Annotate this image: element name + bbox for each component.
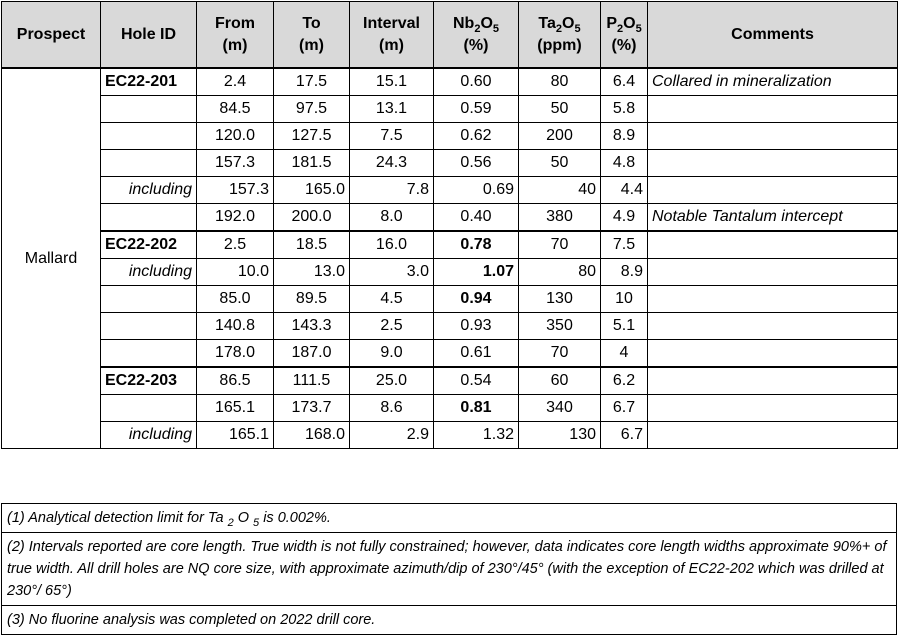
p2o5-cell: 4.8 bbox=[601, 150, 648, 177]
hole-id-cell bbox=[101, 313, 197, 340]
from-cell: 157.3 bbox=[197, 150, 274, 177]
interval-cell: 15.1 bbox=[350, 68, 434, 96]
interval-cell: 24.3 bbox=[350, 150, 434, 177]
nb2o5-cell: 0.40 bbox=[434, 204, 519, 232]
comment-cell bbox=[648, 96, 898, 123]
from-cell: 10.0 bbox=[197, 259, 274, 286]
to-cell: 18.5 bbox=[274, 231, 350, 259]
ta2o5-cell: 380 bbox=[519, 204, 601, 232]
interval-cell: 16.0 bbox=[350, 231, 434, 259]
header-row bbox=[2, 2, 898, 69]
table-row bbox=[2, 286, 898, 313]
from-cell: 86.5 bbox=[197, 367, 274, 395]
header-comments: Comments bbox=[648, 2, 898, 69]
table-row bbox=[2, 313, 898, 340]
ta2o5-cell: 80 bbox=[519, 68, 601, 96]
hole-id-cell: EC22-202 bbox=[101, 231, 197, 259]
from-cell: 2.4 bbox=[197, 68, 274, 96]
table-row bbox=[2, 259, 898, 286]
to-cell: 127.5 bbox=[274, 123, 350, 150]
p2o5-cell: 8.9 bbox=[601, 259, 648, 286]
p2o5-cell: 6.7 bbox=[601, 395, 648, 422]
p2o5-cell: 6.7 bbox=[601, 422, 648, 449]
from-cell: 140.8 bbox=[197, 313, 274, 340]
to-cell: 173.7 bbox=[274, 395, 350, 422]
table-row bbox=[2, 340, 898, 368]
table-row bbox=[2, 204, 898, 232]
interval-cell: 9.0 bbox=[350, 340, 434, 368]
p2o5-cell: 5.8 bbox=[601, 96, 648, 123]
table-row bbox=[2, 177, 898, 204]
to-cell: 187.0 bbox=[274, 340, 350, 368]
prospect-cell: Mallard bbox=[2, 68, 101, 449]
comment-cell bbox=[648, 150, 898, 177]
hole-id-cell bbox=[101, 286, 197, 313]
hole-id-cell bbox=[101, 204, 197, 232]
ta2o5-cell: 70 bbox=[519, 231, 601, 259]
nb2o5-cell: 0.54 bbox=[434, 367, 519, 395]
nb2o5-cell: 1.07 bbox=[434, 259, 519, 286]
interval-cell: 2.5 bbox=[350, 313, 434, 340]
comment-cell bbox=[648, 231, 898, 259]
p2o5-cell: 6.4 bbox=[601, 68, 648, 96]
table-row bbox=[2, 422, 898, 449]
interval-cell: 4.5 bbox=[350, 286, 434, 313]
comment-cell bbox=[648, 177, 898, 204]
to-cell: 200.0 bbox=[274, 204, 350, 232]
comment-cell bbox=[648, 367, 898, 395]
to-cell: 181.5 bbox=[274, 150, 350, 177]
nb2o5-cell: 0.81 bbox=[434, 395, 519, 422]
nb2o5-cell: 0.59 bbox=[434, 96, 519, 123]
hole-id-cell bbox=[101, 123, 197, 150]
from-cell: 84.5 bbox=[197, 96, 274, 123]
nb2o5-cell: 0.93 bbox=[434, 313, 519, 340]
p2o5-cell: 7.5 bbox=[601, 231, 648, 259]
to-cell: 111.5 bbox=[274, 367, 350, 395]
ta2o5-cell: 200 bbox=[519, 123, 601, 150]
including-label: including bbox=[101, 177, 197, 204]
from-cell: 2.5 bbox=[197, 231, 274, 259]
to-cell: 17.5 bbox=[274, 68, 350, 96]
header-nb2o5: $Nb_2O_5$ (%) bbox=[434, 2, 519, 69]
interval-cell: 3.0 bbox=[350, 259, 434, 286]
to-cell: 143.3 bbox=[274, 313, 350, 340]
interval-cell: 8.0 bbox=[350, 204, 434, 232]
comment-cell bbox=[648, 286, 898, 313]
from-cell: 192.0 bbox=[197, 204, 274, 232]
table-row bbox=[2, 96, 898, 123]
ta2o5-cell: 50 bbox=[519, 96, 601, 123]
interval-cell: 2.9 bbox=[350, 422, 434, 449]
p2o5-cell: 4 bbox=[601, 340, 648, 368]
from-cell: 178.0 bbox=[197, 340, 274, 368]
p2o5-cell: 4.4 bbox=[601, 177, 648, 204]
p2o5-cell: 8.9 bbox=[601, 123, 648, 150]
nb2o5-cell: 1.32 bbox=[434, 422, 519, 449]
table-row bbox=[2, 123, 898, 150]
ta2o5-cell: 70 bbox=[519, 340, 601, 368]
comment-cell bbox=[648, 340, 898, 368]
interval-cell: 13.1 bbox=[350, 96, 434, 123]
table-row bbox=[2, 150, 898, 177]
from-cell: 165.1 bbox=[197, 395, 274, 422]
ta2o5-cell: 350 bbox=[519, 313, 601, 340]
header-p2o5: $P_2O_5$ (%) bbox=[601, 2, 648, 69]
to-cell: 165.0 bbox=[274, 177, 350, 204]
interval-cell: 7.8 bbox=[350, 177, 434, 204]
nb2o5-cell: 0.56 bbox=[434, 150, 519, 177]
including-label: including bbox=[101, 422, 197, 449]
from-cell: 165.1 bbox=[197, 422, 274, 449]
nb2o5-cell: 0.61 bbox=[434, 340, 519, 368]
ta2o5-cell: 50 bbox=[519, 150, 601, 177]
hole-id-cell: EC22-203 bbox=[101, 367, 197, 395]
table-row bbox=[2, 395, 898, 422]
header-from: From (m) bbox=[197, 2, 274, 69]
header-ta2o5: $Ta_2O_5$ (ppm) bbox=[519, 2, 601, 69]
p2o5-cell: 4.9 bbox=[601, 204, 648, 232]
table-row bbox=[2, 68, 898, 96]
nb2o5-cell: 0.62 bbox=[434, 123, 519, 150]
hole-id-cell bbox=[101, 150, 197, 177]
header-interval: Interval (m) bbox=[350, 2, 434, 69]
hole-id-cell bbox=[101, 340, 197, 368]
footnotes-table bbox=[1, 503, 897, 635]
hole-id-cell bbox=[101, 395, 197, 422]
table-row bbox=[2, 231, 898, 259]
from-cell: 85.0 bbox=[197, 286, 274, 313]
interval-cell: 25.0 bbox=[350, 367, 434, 395]
interval-cell: 7.5 bbox=[350, 123, 434, 150]
comment-cell bbox=[648, 422, 898, 449]
to-cell: 13.0 bbox=[274, 259, 350, 286]
including-label: including bbox=[101, 259, 197, 286]
table-row bbox=[2, 367, 898, 395]
nb2o5-cell: 0.94 bbox=[434, 286, 519, 313]
comment-cell: Collared in mineralization bbox=[648, 68, 898, 96]
comment-cell bbox=[648, 259, 898, 286]
ta2o5-cell: 80 bbox=[519, 259, 601, 286]
footnote-1: (1) Analytical detection limit for Ta $_2$ O $_5$ is 0.002%. bbox=[2, 504, 897, 533]
ta2o5-cell: 340 bbox=[519, 395, 601, 422]
header-to: To (m) bbox=[274, 2, 350, 69]
ta2o5-cell: 130 bbox=[519, 286, 601, 313]
hole-id-cell: EC22-201 bbox=[101, 68, 197, 96]
header-hole-id: Hole ID bbox=[101, 2, 197, 69]
interval-cell: 8.6 bbox=[350, 395, 434, 422]
to-cell: 168.0 bbox=[274, 422, 350, 449]
comment-cell: Notable Tantalum intercept bbox=[648, 204, 898, 232]
header-prospect: Prospect bbox=[2, 2, 101, 69]
p2o5-cell: 5.1 bbox=[601, 313, 648, 340]
from-cell: 120.0 bbox=[197, 123, 274, 150]
to-cell: 97.5 bbox=[274, 96, 350, 123]
ta2o5-cell: 40 bbox=[519, 177, 601, 204]
p2o5-cell: 10 bbox=[601, 286, 648, 313]
footnote-3: (3) No fluorine analysis was completed on 2022 drill core. bbox=[2, 606, 897, 635]
footnote-2: (2) Intervals reported are core length. True width is not fully constrained; however, data indicates core length widths approximate 90%+ of true width. All drill holes are NQ core size, with approximate azimuth/dip of 230°/45° (with the exception of EC22-202 which was drilled at 230°/ 65°) bbox=[2, 533, 897, 606]
comment-cell bbox=[648, 313, 898, 340]
nb2o5-cell: 0.60 bbox=[434, 68, 519, 96]
comment-cell bbox=[648, 395, 898, 422]
ta2o5-cell: 60 bbox=[519, 367, 601, 395]
p2o5-cell: 6.2 bbox=[601, 367, 648, 395]
nb2o5-cell: 0.69 bbox=[434, 177, 519, 204]
comment-cell bbox=[648, 123, 898, 150]
to-cell: 89.5 bbox=[274, 286, 350, 313]
assay-results-table bbox=[1, 1, 898, 449]
nb2o5-cell: 0.78 bbox=[434, 231, 519, 259]
hole-id-cell bbox=[101, 96, 197, 123]
from-cell: 157.3 bbox=[197, 177, 274, 204]
ta2o5-cell: 130 bbox=[519, 422, 601, 449]
